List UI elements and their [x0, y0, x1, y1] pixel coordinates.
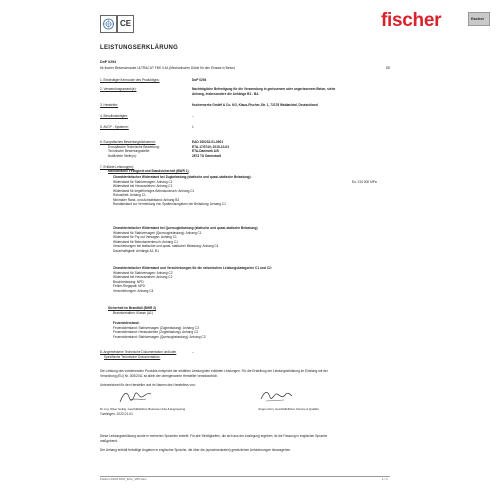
item-5-value: 1 — [192, 125, 194, 129]
item-6-row-3-key: Technische Bewertungsstelle: — [108, 149, 150, 153]
fire-resistance-line-3: Feuerwiderstand: Stahlversagen (Querzugbelastung): Anhang C3 — [113, 334, 206, 339]
group-3-line-4: Fehler-Ringspalt: NPD — [113, 284, 145, 288]
item-2-value-line2: Anhang, insbesondere die Anhänge B1 - B4. — [192, 91, 260, 96]
signer-1-place-date: Tumlingen, 2022-01-01 — [100, 412, 133, 416]
fischer-logo: fischer — [381, 10, 442, 31]
item-7-label: 7. Erklärte Leistung(en): — [100, 165, 135, 169]
group-1-line-5: Minimaler Rand- und Achsabstand: Anhang B3 — [113, 197, 180, 202]
group-2-line-5: Dauerhaftigkeit: Anhänge A2, B1 — [113, 248, 160, 253]
group-1-line-4: Robustheit: Anhang C1 — [113, 193, 146, 197]
performance-statement-line2: Verordnung (EU) Nr. 305/2011 ist allein der obengenannte Hersteller verantwortlich. — [100, 373, 218, 378]
ce-mark: CE — [117, 15, 134, 33]
item-6-value: EAD 330232-01-0601 — [192, 140, 224, 144]
performance-statement: Die Leistung des vorstehenden Produkts entspricht der erklärten Leistung/den erklärten Leistungen. Für die Erstellung der Leistungserklärung im Einklang mit der — [100, 369, 328, 373]
item-6-row-3-value: ETA-Danmark A/S — [192, 149, 219, 153]
certification-logo-icon — [100, 15, 117, 33]
signature-1-icon — [118, 388, 154, 406]
group-2-line-2: Widerstand für Pry-out Versagen: Anhang C1 — [113, 235, 177, 239]
signature-2-icon — [258, 387, 294, 405]
group-1-line-2: Widerstand bei Herausziehen: Anhang C1 — [113, 184, 173, 188]
signer-2-name: Jürgen Grün, Geschäftsführer Chemie & Qualität — [258, 407, 319, 411]
footer-page-number: 1 / 1 — [382, 477, 388, 481]
group-1-line-1: Widerstand für Stahlversagen: Anhang C1 — [113, 179, 173, 184]
item-3-value: fischerwerke GmbH & Co. KG, Klaus-Fischer-Str. 1, 72178 Waldachtal, Deutschland — [192, 103, 318, 107]
group-1-line-6: Randabstand zur Vermeidung von Spalten/ausgeben der Belastung: Anhang C1 — [113, 202, 226, 206]
fire-line-1: Brandverhalten: Klasse (A1) — [113, 310, 153, 315]
fischer-badge-icon — [468, 12, 490, 26]
language-statement-line2: maßgebend. — [100, 438, 118, 443]
language-code: DE — [386, 66, 391, 70]
group-3-line-2: Widerstand bei Herausziehen: Anhang C2 — [113, 275, 173, 279]
group-3-line-5: Verschiebungen: Anhang C4 — [113, 288, 154, 293]
annex-statement: Der Anhang enthält freiwillige Angaben in englischer Sprache, die über die (sprachneutralen) gesetzlichen Anforderungen hinausgehen. — [100, 448, 292, 452]
fire-section-title: Sicherheit im Brandfall (BWR 2) — [108, 306, 156, 310]
item-6-row-2-key: Europäische Technische Bewertung: — [108, 144, 160, 149]
group-3-line-3: Bruchbelastung: NPD — [113, 279, 144, 284]
footer-file-name: Fischer DATA DOP_ECs_V80.xlsm — [100, 477, 147, 481]
item-1-label: 1. Eindeutiger Kenncode des Produkttyps: — [100, 78, 160, 82]
language-statement: Diese Leistungserklärung wurde in mehreren Sprachen erstellt. Für alle Streitigkeiten, die sich aus der Auslegung ergeben, ist die Fassung in englischer Sprache — [100, 434, 328, 438]
item-5-label: 5. AVCP - System/e: — [100, 125, 129, 129]
signed-for-label: Unterzeichnet für den Hersteller und im Namen des Herstellers von: — [100, 383, 196, 387]
item-6-row-4-value: 2873 TU Darmstadt — [192, 153, 221, 158]
item-6-row-2-value: ETA-17/0740; 2015-10-03 — [192, 144, 229, 149]
item-8-label-line2: Spezifische Technische Dokumentation: — [104, 354, 161, 359]
document-subtitle: für fischer Betonschraube ULTRACUT FBS II 4A (Mechanischer Dübel für den Einsatz in Beton) — [100, 66, 236, 70]
group-2-title: Charakteristischer Widerstand bei Querzugbelastung (statische und quasi-statische Belastung) — [113, 226, 258, 230]
item-4-value: -- — [192, 114, 195, 118]
fischer-badge-text: fischer — [471, 16, 485, 21]
group-3-title: Charakteristischer Widerstand und Verschiebungen für die seismischen Leistungskategorien C1 und C2: — [113, 266, 272, 270]
item-8-value: -- — [192, 350, 195, 354]
item-6-row-4-key: Notifizierte Stelle(n): — [108, 153, 137, 158]
item-2-label: 2. Verwendungszweck(e): — [100, 87, 137, 91]
group-2-line-3: Widerstand für Betonkantenbruch: Anhang C1 — [113, 239, 179, 244]
group-1-title: Charakteristischer Widerstand bei Zugbelastung (statische und quasi-statische Belastung): — [113, 175, 252, 179]
item-8-label: 8. Angemessene Technische Dokumentation und/oder — [100, 350, 177, 354]
item-4-label: 4. Bevollmächtigter: — [100, 114, 128, 118]
fire-resistance-title: Feuerwiderstand: — [113, 321, 140, 325]
group-1-right-value: Eu: 210 000 MPa — [352, 179, 377, 184]
group-2-line-1: Widerstand für Stahlversagen (Querzugbelastung): Anhang C1 — [113, 230, 202, 235]
mechanical-section-title: Mechanische Festigkeit und Standsicherheit (BWR 1) — [108, 169, 189, 173]
item-3-label: 3. Hersteller: — [100, 103, 119, 107]
group-3-line-1: Widerstand für Stahlversagen: Anhang C2 — [113, 270, 173, 275]
item-1-value: DoP 0294 — [192, 78, 207, 82]
fire-resistance-line-1: Feuerwiderstand: Stahlversagen (Zugbelastung): Anhang C3 — [113, 325, 199, 330]
signer-1-name: Dr.-Ing. Oliver Geibig, Geschäftsführer Business Units & Engineering — [100, 407, 186, 411]
dop-number: DoP 0294 — [100, 60, 117, 64]
group-2-line-4: Verschiebungen bei statischer und quasi- statischer Belastung: Anhang C4 — [113, 244, 219, 248]
group-1-line-3: Widerstand für kegelförmiges Betonausbruch: Anhang C1 — [113, 188, 195, 193]
document-title: LEISTUNGSERKLÄRUNG — [100, 45, 179, 51]
item-2-value: Nachträgliche Befestigung für die Verwendung in gerissenem oder ungerissenem Beton, siehe — [192, 87, 336, 91]
item-6-label: 6. Europäisches Bewertungsdokument: — [100, 140, 156, 144]
fire-resistance-line-2: Feuerwiderstand: Herausziehen (Zugbelastung): Anhang C3 — [113, 330, 199, 334]
